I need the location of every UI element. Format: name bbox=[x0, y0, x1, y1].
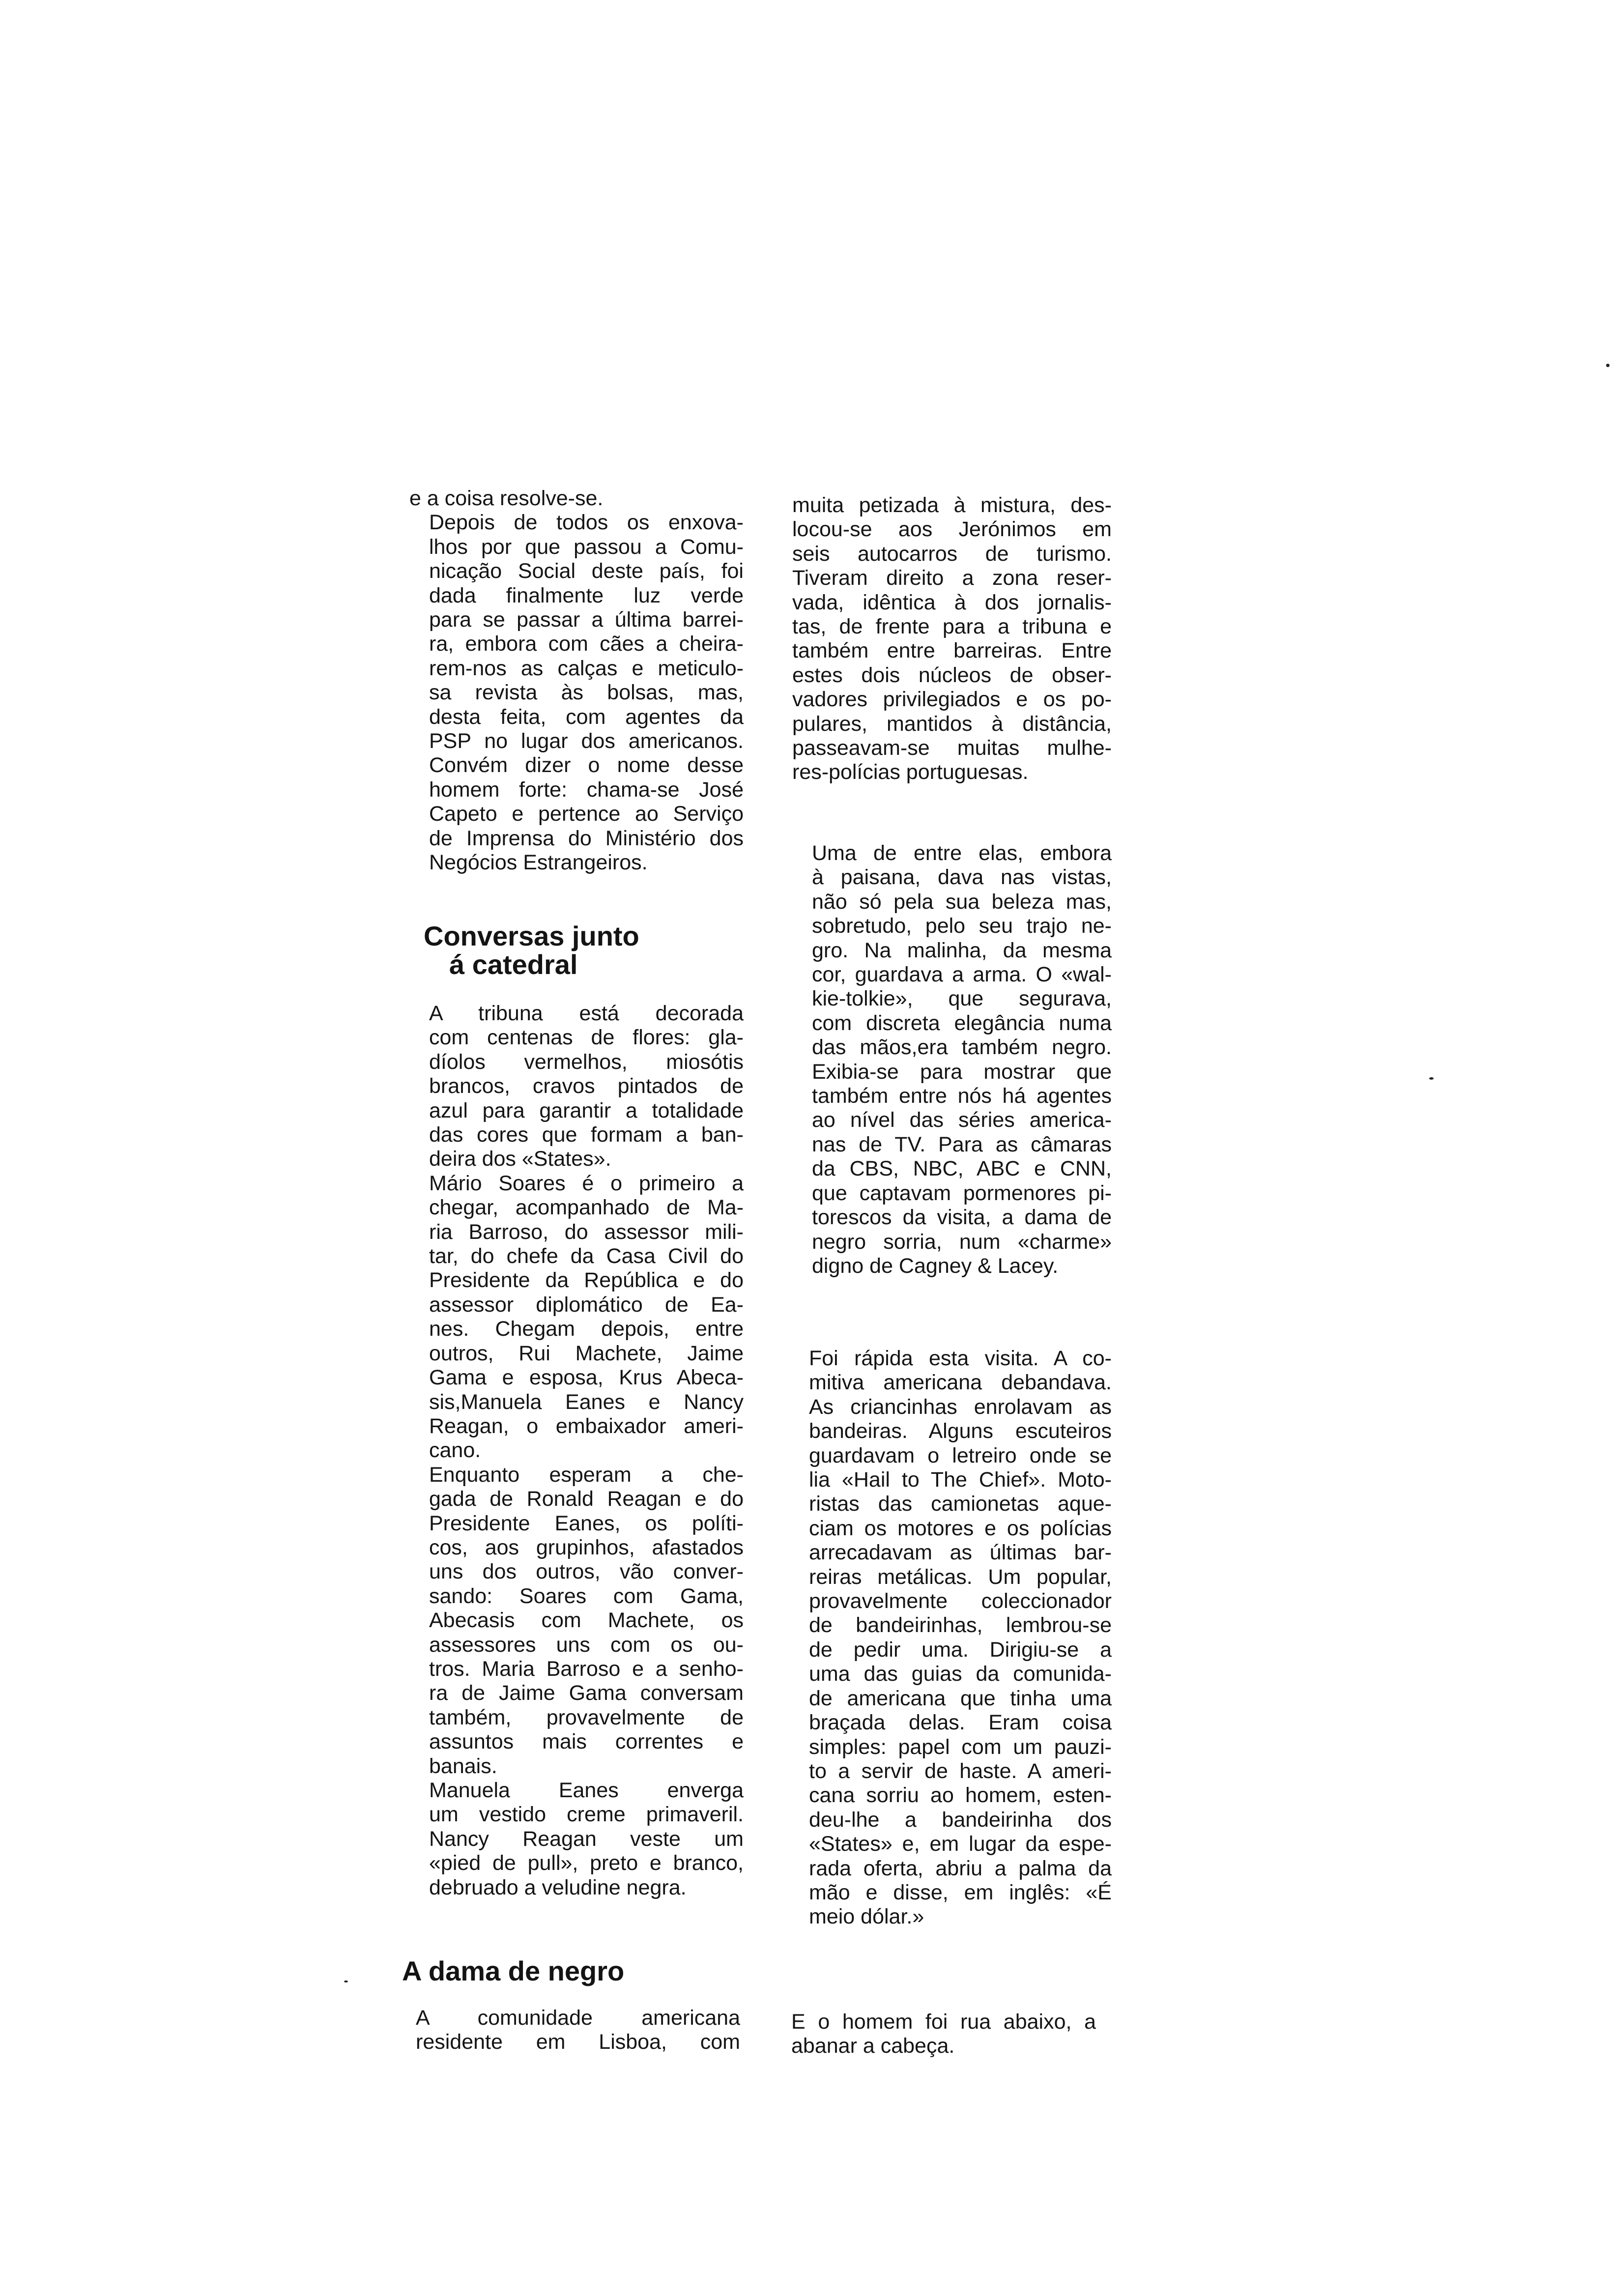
paragraph bbox=[792, 493, 1112, 785]
scan-speck bbox=[1606, 364, 1610, 367]
paragraph bbox=[409, 487, 744, 511]
subheading-dama: A dama de negro bbox=[402, 1955, 625, 1986]
text-line: desta feita, com agentes da bbox=[429, 705, 744, 729]
text-line: ra de Jaime Gama conversam bbox=[429, 1681, 744, 1705]
text-line: «States» e, em lugar da espe- bbox=[809, 1832, 1112, 1856]
text-line: nes. Chegam depois, entre bbox=[429, 1317, 744, 1341]
subheading-line: Conversas junto bbox=[424, 920, 639, 951]
text-line: das cores que formam a ban- bbox=[429, 1123, 744, 1147]
text-line: res-polícias portuguesas. bbox=[792, 760, 1029, 784]
text-line: tros. Maria Barroso e a senho- bbox=[429, 1657, 744, 1681]
text-line: pulares, mantidos à distância, bbox=[792, 712, 1112, 736]
article-column-2 bbox=[792, 493, 1112, 785]
text-line: de bandeirinhas, lembrou-se bbox=[809, 1613, 1112, 1637]
text-line: chegar, acompanhado de Ma- bbox=[429, 1196, 744, 1220]
text-line: também, provavelmente de bbox=[429, 1705, 744, 1729]
text-line: mitiva americana debandava. bbox=[809, 1371, 1112, 1395]
text-line: A comunidade americana bbox=[416, 2006, 740, 2030]
text-line: não só pela sua beleza mas, bbox=[812, 890, 1112, 914]
text-line: Nancy Reagan veste um bbox=[429, 1827, 744, 1851]
text-line: das mãos,era também negro. bbox=[812, 1035, 1112, 1060]
text-line: vada, idêntica à dos jornalis- bbox=[792, 590, 1112, 614]
text-line: deira dos «States». bbox=[429, 1147, 611, 1171]
text-line: residente em Lisboa, com bbox=[416, 2030, 740, 2054]
text-line: negro sorria, num «charme» bbox=[812, 1230, 1112, 1254]
text-line: rem-nos as calças e meticulo- bbox=[429, 656, 744, 680]
text-line: nicação Social deste país, foi bbox=[429, 559, 744, 583]
text-line: sobretudo, pelo seu trajo ne- bbox=[812, 914, 1112, 938]
text-line: uns dos outros, vão conver- bbox=[429, 1560, 744, 1584]
scan-speck bbox=[1429, 1077, 1434, 1080]
text-line: «pied de pull», preto e branco, bbox=[429, 1851, 744, 1875]
text-line: outros, Rui Machete, Jaime bbox=[429, 1341, 744, 1365]
text-line: A tribuna está decorada bbox=[429, 1002, 744, 1025]
text-line: cor, guardava a arma. O «wal- bbox=[812, 963, 1112, 987]
scan-speck bbox=[344, 1980, 348, 1982]
text-line: Tiveram direito a zona reser- bbox=[792, 566, 1112, 590]
text-line: lhos por que passou a Comu- bbox=[429, 535, 744, 559]
text-line: assuntos mais correntes e bbox=[429, 1730, 744, 1754]
text-line: estes dois núcleos de obser- bbox=[792, 663, 1112, 687]
text-line: sa revista às bolsas, mas, bbox=[429, 681, 744, 705]
text-line: digno de Cagney & Lacey. bbox=[812, 1254, 1059, 1278]
text-line: ao nível das séries america- bbox=[812, 1108, 1112, 1132]
text-line: gada de Ronald Reagan e do bbox=[429, 1487, 744, 1511]
paragraph bbox=[396, 2006, 740, 2055]
article-column-2b bbox=[792, 841, 1112, 1278]
text-line: ria Barroso, do assessor mili- bbox=[429, 1220, 744, 1244]
text-line: e a coisa resolve-se. bbox=[409, 487, 604, 510]
paragraph bbox=[409, 1002, 744, 1172]
subheading-conversas bbox=[424, 922, 639, 979]
text-line: brancos, cravos pintados de bbox=[429, 1074, 744, 1098]
text-line: kie-tolkie», que segurava, bbox=[812, 987, 1112, 1011]
text-line: homem forte: chama-se José bbox=[429, 777, 744, 802]
text-line: de Imprensa do Ministério dos bbox=[429, 826, 744, 850]
text-line: Depois de todos os enxova- bbox=[429, 511, 744, 535]
text-line: díolos vermelhos, miosótis bbox=[429, 1050, 744, 1074]
paragraph bbox=[772, 2010, 1096, 2059]
text-line: Capeto e pertence ao Serviço bbox=[429, 802, 744, 826]
text-line: Mário Soares é o primeiro a bbox=[429, 1171, 744, 1195]
text-line: Uma de entre elas, embora bbox=[812, 841, 1112, 865]
text-line: Exibia-se para mostrar que bbox=[812, 1060, 1112, 1084]
text-line: provavelmente coleccionador bbox=[809, 1589, 1112, 1613]
article-column-1c bbox=[396, 2006, 740, 2055]
text-line: lia «Hail to The Chief». Moto- bbox=[809, 1468, 1112, 1492]
text-line: Presidente Eanes, os políti- bbox=[429, 1511, 744, 1535]
text-line: deu-lhe a bandeirinha dos bbox=[809, 1808, 1112, 1832]
text-line: Manuela Eanes enverga bbox=[429, 1779, 744, 1802]
text-line: que captavam pormenores pi- bbox=[812, 1181, 1112, 1205]
text-line: debruado a veludine negra. bbox=[429, 1875, 687, 1899]
text-line: cos, aos grupinhos, afastados bbox=[429, 1535, 744, 1559]
text-line: sando: Soares com Gama, bbox=[429, 1584, 744, 1608]
text-line: torescos da visita, a dama de bbox=[812, 1205, 1112, 1230]
paragraph bbox=[409, 1463, 744, 1779]
paragraph bbox=[792, 841, 1112, 1278]
text-line: E o homem foi rua abaixo, a bbox=[791, 2010, 1096, 2034]
text-line: Enquanto esperam a che- bbox=[429, 1463, 744, 1487]
text-line: ciam os motores e os polícias bbox=[809, 1516, 1112, 1540]
text-line: abanar a cabeça. bbox=[791, 2034, 955, 2058]
text-line: simples: papel com um pauzi- bbox=[809, 1735, 1112, 1759]
text-line: tar, do chefe da Casa Civil do bbox=[429, 1244, 744, 1268]
text-line: braçada delas. Eram coisa bbox=[809, 1711, 1112, 1735]
article-column-1b bbox=[409, 1002, 744, 1900]
text-line: ra, embora com cães a cheira- bbox=[429, 632, 744, 656]
text-line: dada finalmente luz verde bbox=[429, 583, 744, 607]
article-column-2d bbox=[772, 2010, 1096, 2059]
text-line: Presidente da República e do bbox=[429, 1268, 744, 1292]
text-line: uma das guias da comunida- bbox=[809, 1662, 1112, 1686]
text-line: também entre nós há agentes bbox=[812, 1084, 1112, 1108]
text-line: de americana que tinha uma bbox=[809, 1686, 1112, 1710]
text-line: tas, de frente para a tribuna e bbox=[792, 615, 1112, 639]
paragraph bbox=[409, 1779, 744, 1900]
subheading-line: á catedral bbox=[449, 949, 578, 980]
text-line: gro. Na malinha, da mesma bbox=[812, 938, 1112, 962]
text-line: à paisana, dava nas vistas, bbox=[812, 865, 1112, 890]
text-line: arrecadavam as últimas bar- bbox=[809, 1541, 1112, 1565]
text-line: locou-se aos Jerónimos em bbox=[792, 517, 1112, 542]
text-line: bandeiras. Alguns escuteiros bbox=[809, 1419, 1112, 1443]
paragraph bbox=[409, 511, 744, 875]
text-line: rada oferta, abriu a palma da bbox=[809, 1856, 1112, 1880]
text-line: Negócios Estrangeiros. bbox=[429, 851, 648, 875]
text-line: Abecasis com Machete, os bbox=[429, 1608, 744, 1633]
text-line: reiras metálicas. Um popular, bbox=[809, 1565, 1112, 1589]
text-line: muita petizada à mistura, des- bbox=[792, 493, 1112, 517]
text-line: nas de TV. Para as câmaras bbox=[812, 1132, 1112, 1156]
text-line: da CBS, NBC, ABC e CNN, bbox=[812, 1157, 1112, 1181]
text-line: vadores privilegiados e os po- bbox=[792, 688, 1112, 712]
text-line: com centenas de flores: gla- bbox=[429, 1026, 744, 1050]
text-line: guardavam o letreiro onde se bbox=[809, 1443, 1112, 1467]
paragraph bbox=[409, 1172, 744, 1463]
text-line: de pedir uma. Dirigiu-se a bbox=[809, 1637, 1112, 1662]
text-line: assessores uns com os ou- bbox=[429, 1633, 744, 1657]
text-line: cana sorriu ao homem, esten- bbox=[809, 1783, 1112, 1808]
text-line: Convém dizer o nome desse bbox=[429, 753, 744, 777]
text-line: Gama e esposa, Krus Abeca- bbox=[429, 1366, 744, 1390]
text-line: seis autocarros de turismo. bbox=[792, 542, 1112, 566]
text-line: para se passar a última barrei- bbox=[429, 608, 744, 632]
text-line: to a servir de haste. A ameri- bbox=[809, 1759, 1112, 1783]
text-line: ristas das camionetas aque- bbox=[809, 1492, 1112, 1516]
article-column-2c bbox=[789, 1347, 1112, 1929]
text-line: passeavam-se muitas mulhe- bbox=[792, 736, 1112, 760]
text-line: banais. bbox=[429, 1754, 497, 1778]
text-line: cano. bbox=[429, 1438, 481, 1463]
text-line: Reagan, o embaixador ameri- bbox=[429, 1414, 744, 1438]
paragraph bbox=[789, 1347, 1112, 1929]
text-line: meio dólar.» bbox=[809, 1905, 924, 1929]
text-line: mão e disse, em inglês: «É bbox=[809, 1880, 1112, 1904]
text-line: um vestido creme primaveril. bbox=[429, 1803, 744, 1827]
text-line: azul para garantir a totalidade bbox=[429, 1098, 744, 1122]
text-line: As criancinhas enrolavam as bbox=[809, 1395, 1112, 1419]
text-line: Foi rápida esta visita. A co- bbox=[809, 1347, 1112, 1370]
text-line: assessor diplomático de Ea- bbox=[429, 1292, 744, 1317]
text-line: com discreta elegância numa bbox=[812, 1011, 1112, 1035]
article-column-1 bbox=[409, 487, 744, 875]
text-line: também entre barreiras. Entre bbox=[792, 639, 1112, 663]
text-line: sis,Manuela Eanes e Nancy bbox=[429, 1390, 744, 1414]
text-line: PSP no lugar dos americanos. bbox=[429, 729, 744, 753]
